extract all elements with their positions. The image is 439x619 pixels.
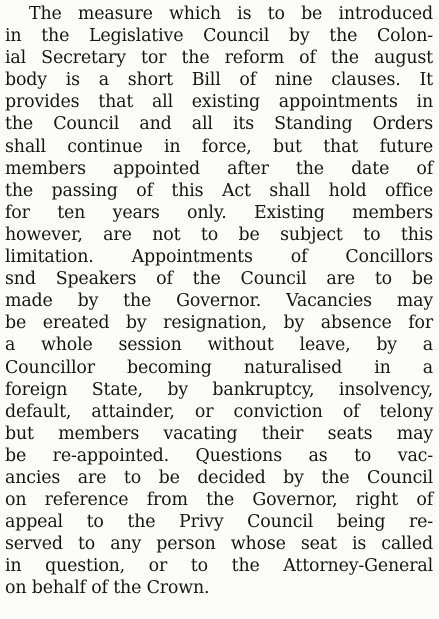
text-line: served to any person whose seat is called — [5, 534, 433, 555]
text-line: default, attainder, or conviction of telony — [5, 401, 433, 422]
text-line: for ten years only. Existing members — [5, 202, 433, 223]
text-line: appeal to the Privy Council being re- — [5, 512, 433, 533]
article-paragraph — [5, 3, 433, 600]
text-line: however, are not to be subject to this — [5, 224, 433, 245]
text-line: on reference from the Governor, right of — [5, 490, 433, 511]
text-line: Councillor becoming naturalised in a — [5, 357, 433, 378]
text-line: in the Legislative Council by the Colon- — [5, 26, 433, 47]
text-line: members appointed after the date of — [5, 158, 433, 179]
text-line: provides that all existing appointments in — [5, 92, 433, 113]
text-line: on behalf of the Crown. — [5, 578, 210, 599]
text-line: body is a short Bill of nine clauses. It — [5, 70, 433, 91]
text-line: be re-appointed. Questions as to vac- — [5, 445, 433, 466]
text-line: the passing of this Act shall hold office — [5, 180, 433, 201]
text-line: the Council and all its Standing Orders — [5, 114, 433, 135]
text-line: limitation. Appointments of Concillors — [5, 247, 433, 268]
text-line: made by the Governor. Vacancies may — [5, 291, 433, 312]
text-line: ial Secretary tor the reform of the august — [5, 48, 433, 69]
text-line: ancies are to be decided by the Council — [5, 467, 433, 488]
text-line: in question, or to the Attorney-General — [5, 556, 433, 577]
text-line: be ereated by resignation, by absence for — [5, 313, 433, 334]
text-line: a whole session without leave, by a — [5, 335, 433, 356]
text-line: shall continue in force, but that future — [5, 136, 433, 157]
text-line: The measure which is to be introduced — [29, 4, 433, 24]
text-line: foreign State, by bankruptcy, insolvency, — [5, 379, 433, 400]
text-line: but members vacating their seats may — [5, 423, 433, 444]
text-line: snd Speakers of the Council are to be — [5, 269, 433, 290]
